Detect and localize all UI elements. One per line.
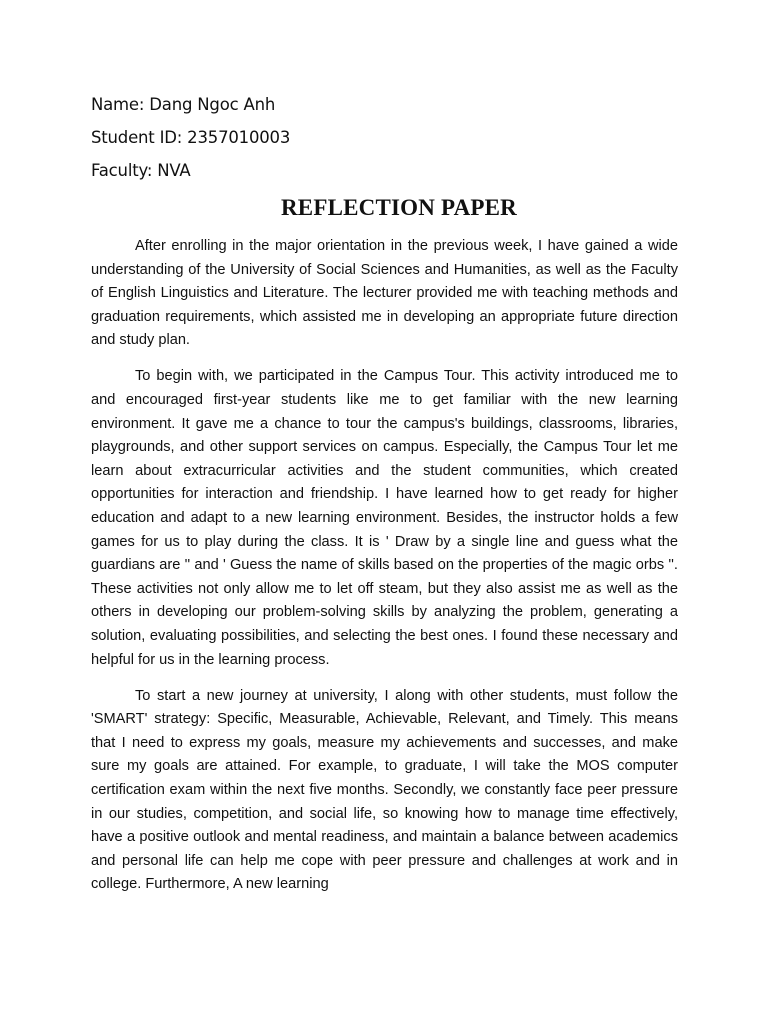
student-info [91, 93, 691, 192]
student-faculty: Faculty: NVA [91, 161, 191, 180]
paragraph-intro: After enrolling in the major orientation in the previous week, I have gained a wide understanding of the University of Social Sciences and Humanities, as well as the Faculty of English Linguistics and Literature. The lecturer provided me with teaching methods and graduation requirements, which assisted me in developing an appropriate future direction and study plan. [91, 238, 678, 349]
student-name: Name: Dang Ngoc Anh [91, 95, 276, 114]
document-body [91, 235, 678, 910]
document-title: REFLECTION PAPER [281, 195, 517, 220]
paragraph-smart-strategy: To start a new journey at university, I along with other students, must follow the 'SMART' strategy: Specific, Measurable, Achievable, Relevant, and Timely. This means that I need to express my goals, measure my achievements and successes, and make sure my goals are attained. For example, to graduate, I will take the MOS computer certification exam within the next five months. Secondly, we constantly face peer pressure in our studies, competition, and social life, so knowing how to manage time effectively, have a positive outlook and mental readiness, and maintain a balance between academics and personal life can help me cope with peer pressure and challenges at work and in college. Furthermore, A new learning [91, 687, 678, 893]
student-id: Student ID: 2357010003 [91, 128, 291, 147]
paragraph-campus-tour: To begin with, we participated in the Campus Tour. This activity introduced me to and encouraged first-year students like me to get familiar with the new learning environment. It gave me a chance to tour the campus's buildings, classrooms, libraries, playgrounds, and other support services on campus. Especially, the Campus Tour let me learn about extracurricular activities and the student communities, which created opportunities for interaction and friendship. I have learned how to get ready for higher education and adapt to a new learning environment. Besides, the instructor holds a few games for us to play during the class. It is ' Draw by a single line and guess what the guardians are '' and ' Guess the name of skills based on the properties of the magic orbs ''. These activities not only allow me to let off steam, but they also assist me as well as the others in developing our problem-solving skills by analyzing the problem, generating a solution, evaluating possibilities, and selecting the best ones. I found these necessary and helpful for us in the learning process. [91, 368, 678, 668]
